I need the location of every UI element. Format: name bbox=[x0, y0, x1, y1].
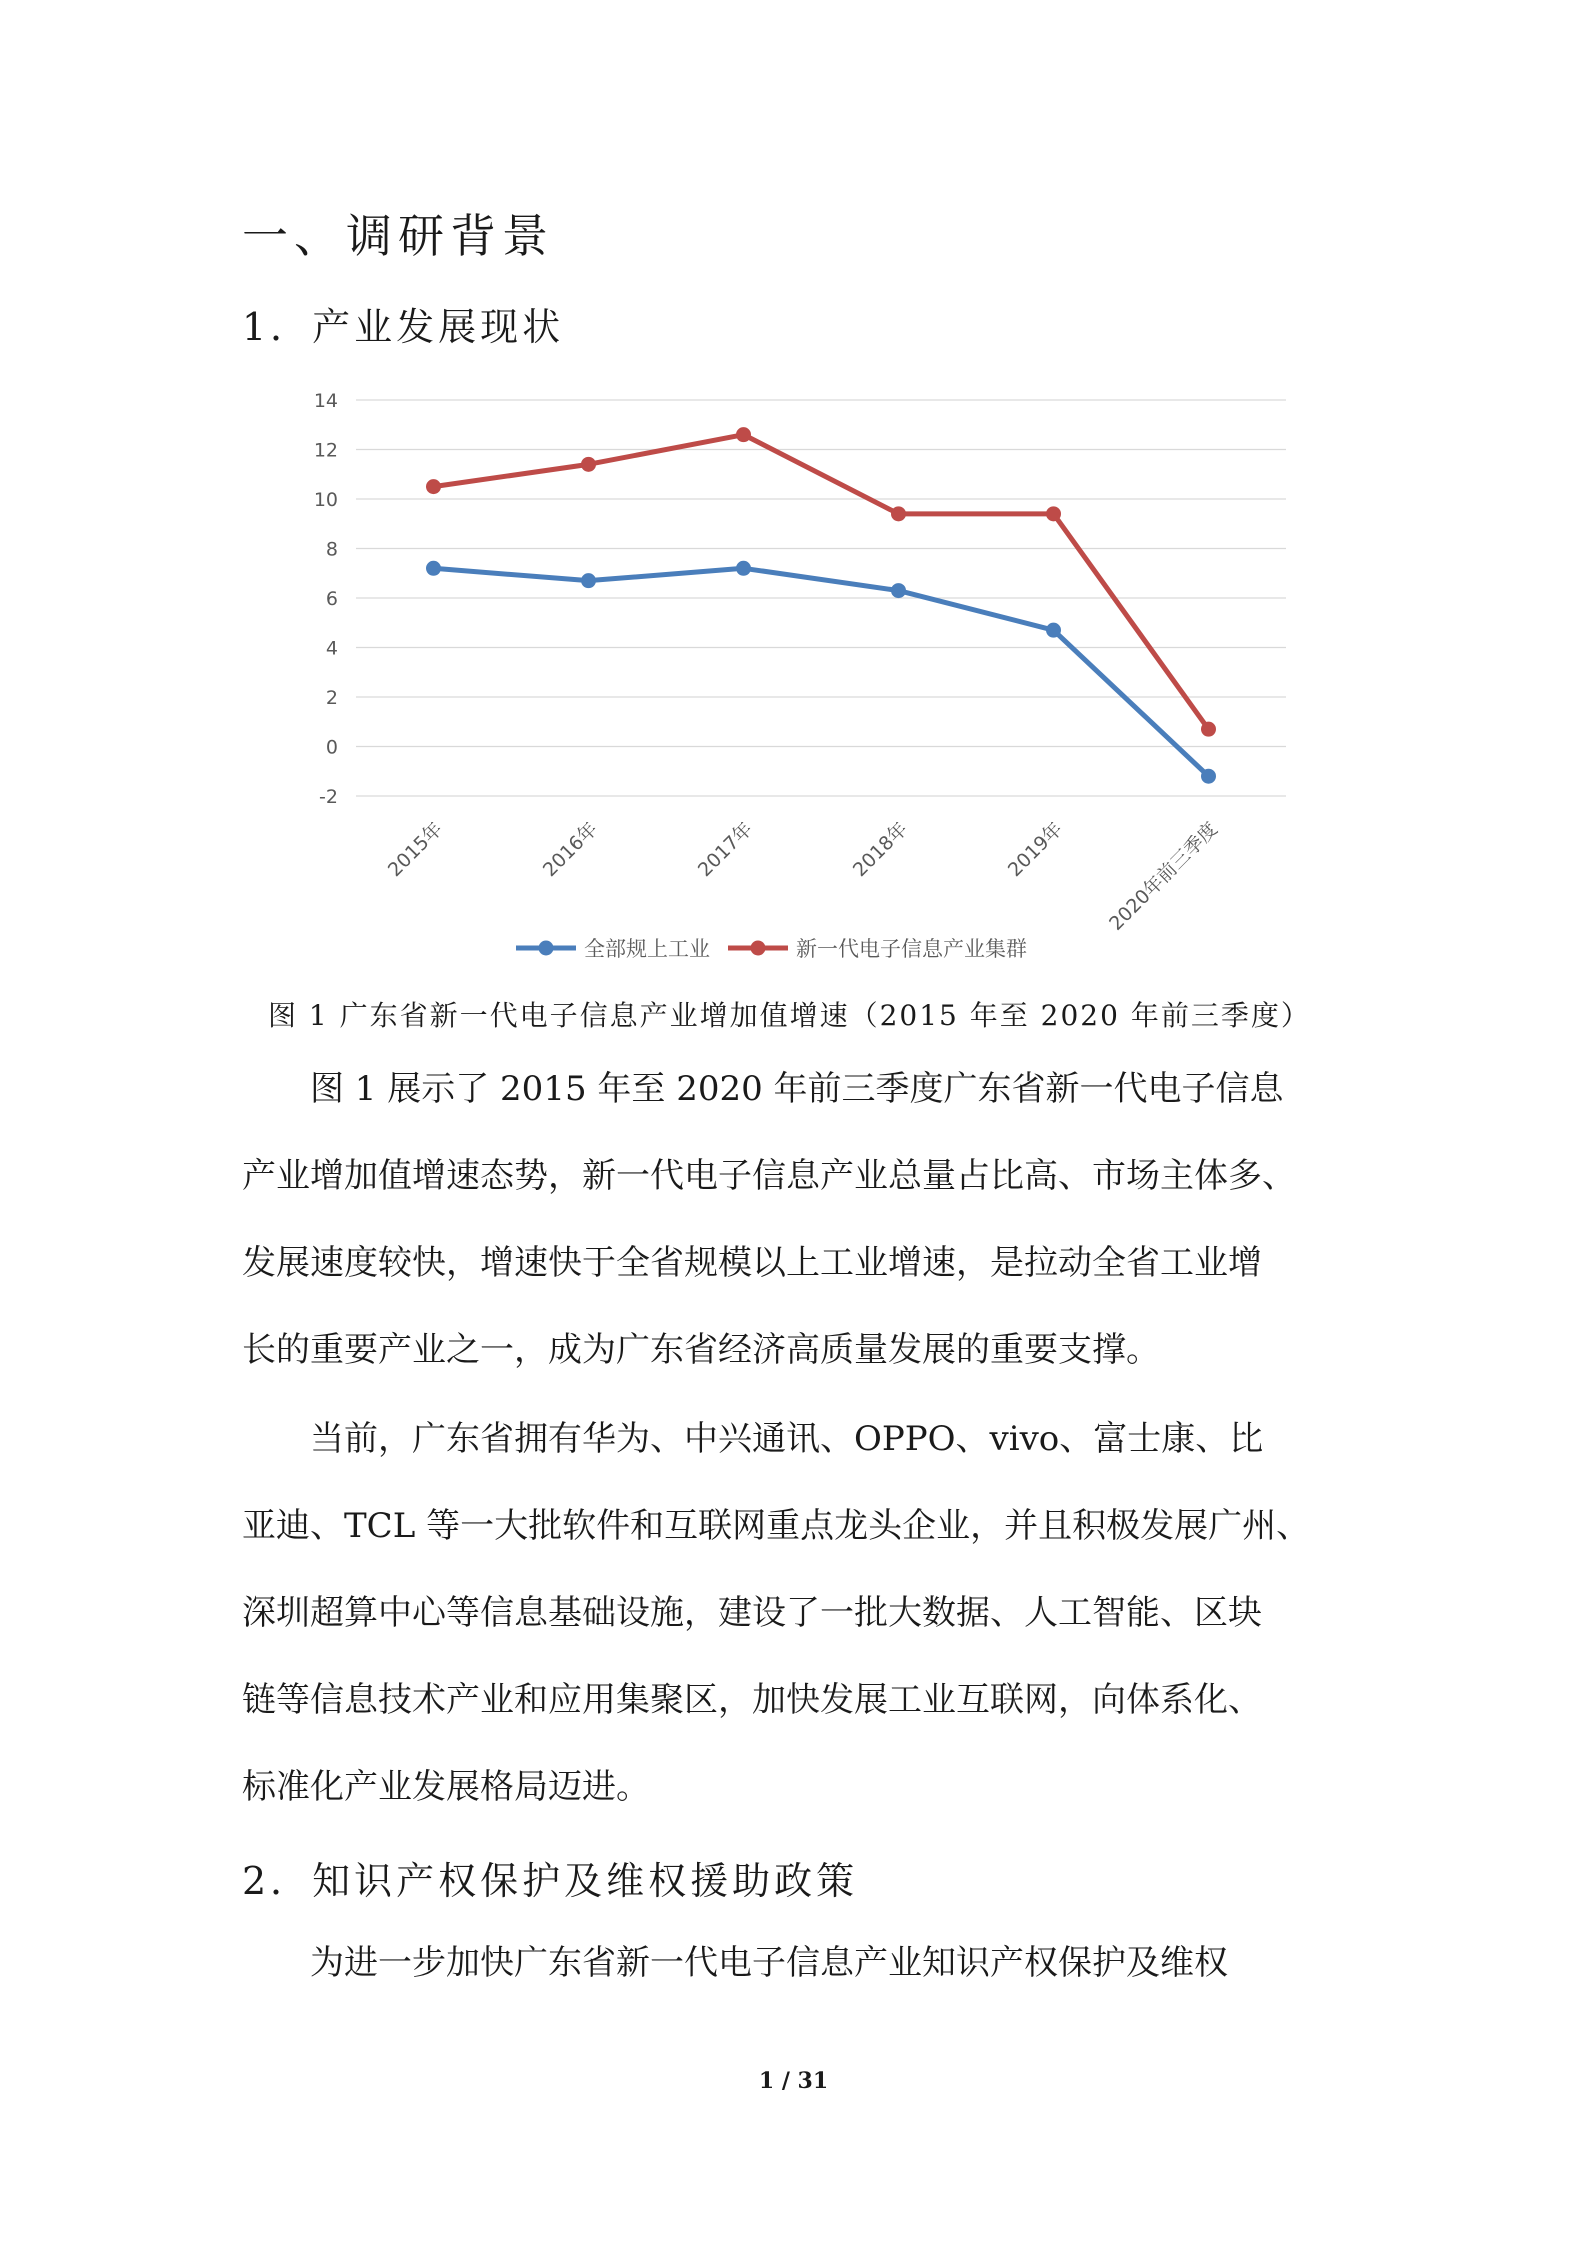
data-point bbox=[891, 506, 906, 521]
y-tick-label: 0 bbox=[325, 736, 338, 759]
x-tick-label: 2016年 bbox=[538, 817, 603, 882]
y-tick-label: 10 bbox=[313, 489, 338, 511]
figure-caption: 图 1 广东省新一代电子信息产业增加值增速（2015 年至 2020 年前三季度） bbox=[268, 999, 1311, 1032]
paragraph-line: 产业增加值增速态势，新一代电子信息产业总量占比高、市场主体多、 bbox=[242, 1156, 1296, 1196]
legend-swatch-marker bbox=[751, 941, 766, 956]
x-tick-label: 2015年 bbox=[383, 817, 448, 882]
y-tick-label: 6 bbox=[325, 588, 338, 610]
data-point bbox=[736, 561, 751, 576]
data-point bbox=[581, 573, 596, 588]
subsection-heading-2: 2．知识产权保护及维权援助政策 bbox=[242, 1859, 859, 1903]
x-tick-label: 2018年 bbox=[848, 817, 913, 882]
paragraph-1 bbox=[242, 1046, 1352, 1394]
paragraph-line: 深圳超算中心等信息基础设施，建设了一批大数据、人工智能、区块 bbox=[242, 1593, 1262, 1633]
growth-line-chart bbox=[290, 378, 1310, 978]
data-point bbox=[426, 479, 441, 494]
y-tick-label: 14 bbox=[313, 390, 338, 412]
subsection-heading-1: 1．产业发展现状 bbox=[242, 305, 565, 349]
paragraph-line: 当前，广东省拥有华为、中兴通讯、OPPO、vivo、富士康、比 bbox=[242, 1419, 1264, 1459]
section-heading: 一、调研背景 bbox=[242, 209, 554, 263]
x-tick-label: 2019年 bbox=[1003, 817, 1068, 882]
legend-label: 全部规上工业 bbox=[584, 937, 710, 961]
legend-swatch-marker bbox=[539, 941, 554, 956]
paragraph-line: 标准化产业发展格局迈进。 bbox=[242, 1767, 650, 1807]
data-point bbox=[581, 457, 596, 472]
x-tick-label: 2017年 bbox=[693, 817, 758, 882]
y-tick-label: -2 bbox=[319, 786, 338, 808]
data-point bbox=[891, 583, 906, 598]
data-point bbox=[426, 561, 441, 576]
data-point bbox=[736, 427, 751, 442]
paragraph-line: 长的重要产业之一，成为广东省经济高质量发展的重要支撑。 bbox=[242, 1330, 1160, 1370]
series-line bbox=[434, 568, 1209, 776]
y-tick-label: 8 bbox=[325, 538, 338, 561]
paragraph-3 bbox=[242, 1920, 1352, 2007]
y-tick-label: 12 bbox=[313, 439, 338, 462]
paragraph-line: 链等信息技术产业和应用集聚区，加快发展工业互联网，向体系化、 bbox=[242, 1680, 1262, 1720]
paragraph-line: 亚迪、TCL 等一大批软件和互联网重点龙头企业，并且积极发展广州、 bbox=[242, 1506, 1311, 1546]
paragraph-2 bbox=[242, 1396, 1352, 1831]
paragraph-line: 为进一步加快广东省新一代电子信息产业知识产权保护及维权 bbox=[242, 1943, 1228, 1983]
legend-label: 新一代电子信息产业集群 bbox=[796, 937, 1027, 961]
page-number: 1 / 31 bbox=[758, 2068, 829, 2094]
paragraph-line: 图 1 展示了 2015 年至 2020 年前三季度广东省新一代电子信息 bbox=[242, 1069, 1284, 1109]
data-point bbox=[1046, 623, 1061, 638]
y-tick-label: 4 bbox=[325, 637, 338, 660]
paragraph-line: 发展速度较快，增速快于全省规模以上工业增速，是拉动全省工业增 bbox=[242, 1243, 1262, 1283]
data-point bbox=[1201, 722, 1216, 737]
y-tick-label: 2 bbox=[325, 687, 338, 709]
x-tick-label: 2020年前三季度 bbox=[1105, 817, 1223, 935]
data-point bbox=[1201, 769, 1216, 784]
data-point bbox=[1046, 506, 1061, 521]
